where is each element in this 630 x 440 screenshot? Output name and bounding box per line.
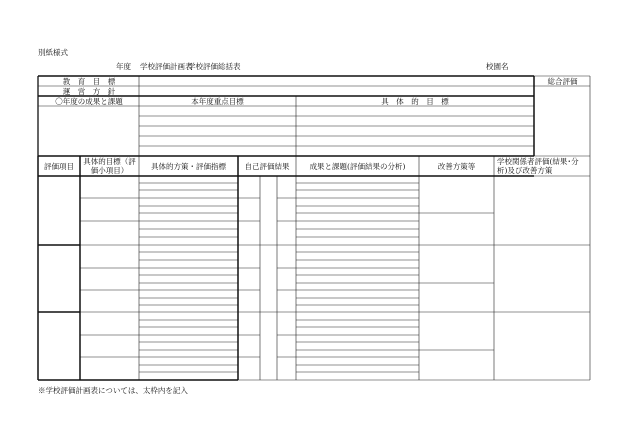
title-plan: 学校評価計画表 xyxy=(140,62,193,71)
col-eval-item: 評価項目 xyxy=(44,162,74,171)
form-label: 別紙様式 xyxy=(38,48,68,57)
management-policy-label: 運 営 方 針 xyxy=(62,87,116,96)
concrete-goal-label: 具 体 的 目 標 xyxy=(381,97,449,106)
focus-goal-label: 本年度重点目標 xyxy=(191,97,244,106)
col-stakeholder-eval-text: 学校関係者評価(結果･分析)及び改善方策 xyxy=(497,157,579,175)
title-summary: 学校評価総括表 xyxy=(188,62,241,71)
col-self-eval: 自己評価結果 xyxy=(244,162,290,171)
overall-evaluation-label: 総合評価 xyxy=(547,77,578,86)
col-measures: 具体的方策・評価指標 xyxy=(151,162,226,171)
prev-results-label: 〇年度の成果と課題 xyxy=(55,97,123,106)
col-concrete-goal xyxy=(80,157,139,175)
school-name-label: 校園名 xyxy=(486,62,509,71)
footnote: ※学校評価計画表については、太枠内を記入 xyxy=(38,386,188,395)
col-stakeholder-eval xyxy=(497,157,589,175)
col-concrete-goal-text: 具体的目標（評価小項目） xyxy=(83,157,136,175)
year-label: 年度 xyxy=(116,62,131,71)
col-improvement: 改善方策等 xyxy=(437,162,476,171)
col-results-issues: 成果と課題(評価結果の分析) xyxy=(309,162,406,171)
education-goal-label: 教 育 目 標 xyxy=(62,77,116,86)
